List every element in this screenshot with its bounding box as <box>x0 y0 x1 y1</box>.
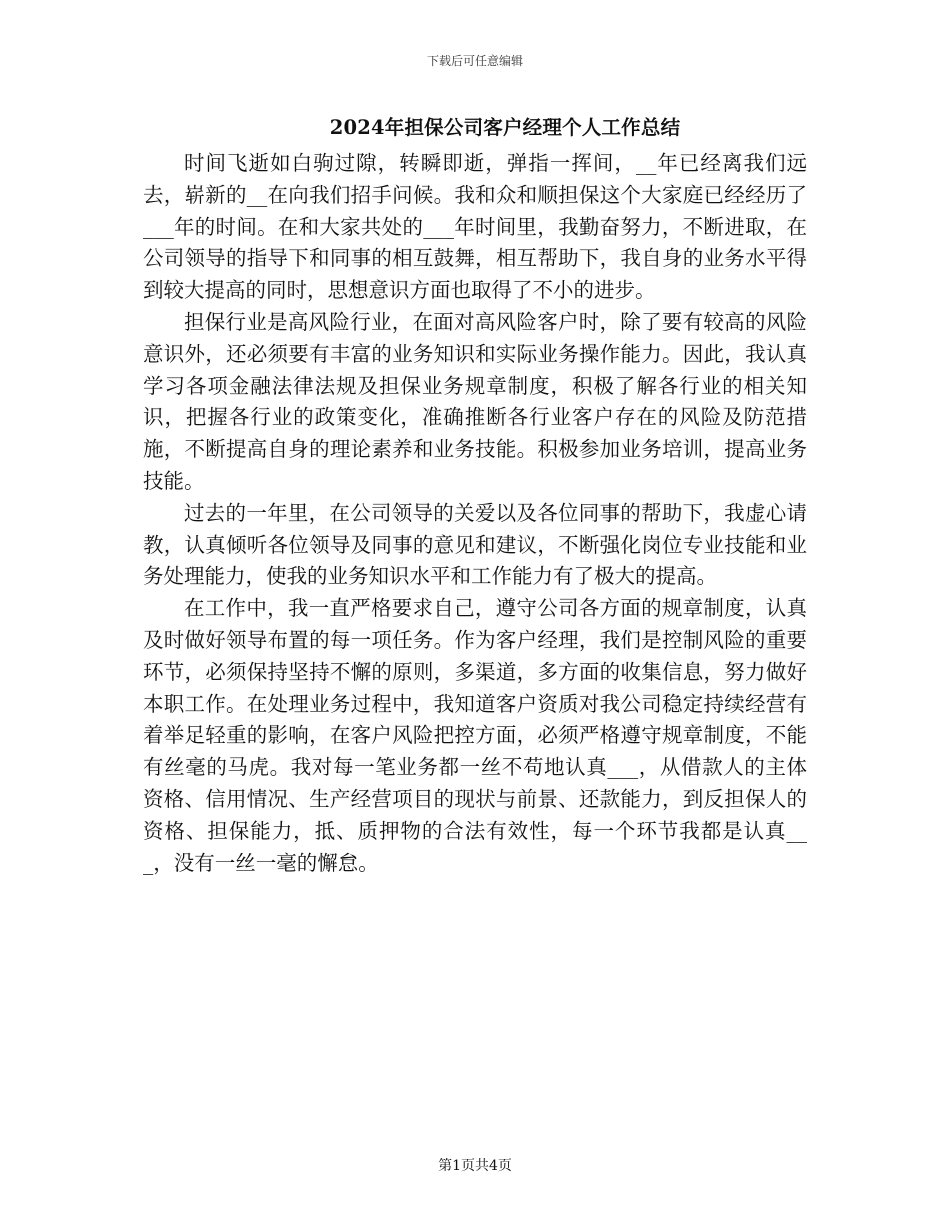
document-body <box>143 148 807 879</box>
paragraph-2: 担保行业是高风险行业，在面对高风险客户时，除了要有较高的风险意识外，还必须要有丰富的业务知识和实际业务操作能力。因此，我认真学习各项金融法律法规及担保业务规章制度，积极了解各行业的相关知识，把握各行业的政策变化，准确推断各行业客户存在的风险及防范措施，不断提高自身的理论素养和业务技能。积极参加业务培训，提高业务技能。 <box>143 309 807 493</box>
document-title: 2024年担保公司客户经理个人工作总结 <box>329 116 681 139</box>
page-header-note: 下载后可任意编辑 <box>426 54 523 68</box>
page-number: 第1页共4页 <box>438 1158 512 1174</box>
paragraph-3: 过去的一年里，在公司领导的关爱以及各位同事的帮助下，我虚心请教，认真倾听各位领导及同事的意见和建议，不断强化岗位专业技能和业务处理能力，使我的业务知识水平和工作能力有了极大的提高。 <box>143 500 807 589</box>
paragraph-1: 时间飞逝如白驹过隙，转瞬即逝，弹指一挥间，__年已经离我们远去，崭新的__在向我们招手问候。我和众和顺担保这个大家庭已经经历了___年的时间。在和大家共处的___年时间里，我勤奋努力，不断进取，在公司领导的指导下和同事的相互鼓舞，相互帮助下，我自身的业务水平得到较大提高的同时，思想意识方面也取得了不小的进步。 <box>143 151 807 303</box>
paragraph-4: 在工作中，我一直严格要求自己，遵守公司各方面的规章制度，认真及时做好领导布置的每一项任务。作为客户经理，我们是控制风险的重要环节，必须保持坚持不懈的原则，多渠道，多方面的收集信息，努力做好本职工作。在处理业务过程中，我知道客户资质对我公司稳定持续经营有着举足轻重的影响，在客户风险把控方面，必须严格遵守规章制度，不能有丝毫的马虎。我对每一笔业务都一丝不苟地认真___，从借款人的主体资格、信用情况、生产经营项目的现状与前景、还款能力，到反担保人的资格、担保能力，抵、质押物的合法有效性，每一个环节我都是认真___，没有一丝一毫的懈怠。 <box>143 596 807 875</box>
